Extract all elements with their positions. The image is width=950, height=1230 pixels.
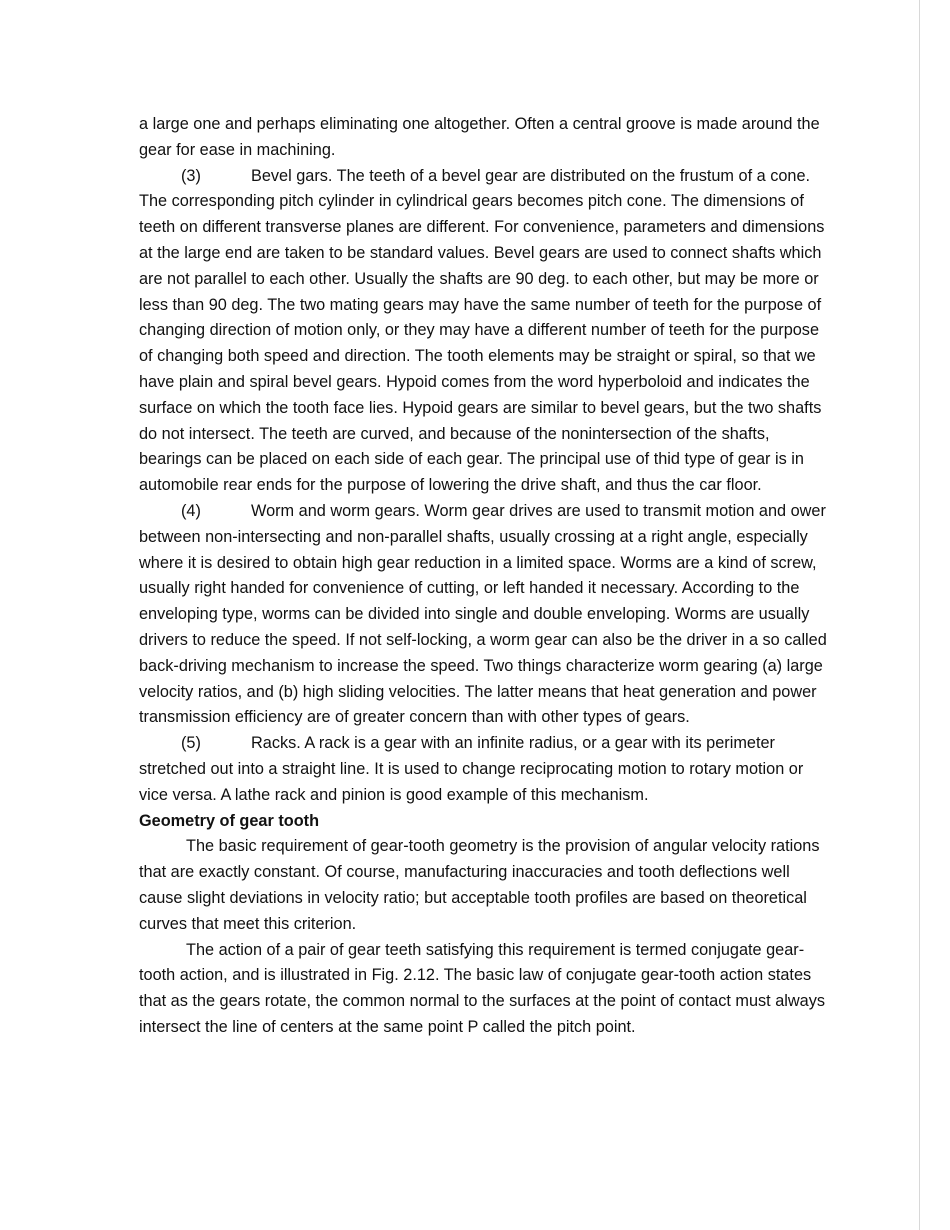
item-text: Bevel gars. The teeth of a bevel gear are distributed on the frustum of a cone. The corresponding pitch cylinder in cylindrical gears becomes pitch cone. The dimensions of teeth on different transverse planes are different. For convenience, parameters and dimensions at the large end are taken to be standard values. Bevel gears are used to connect shafts which are not parallel to each other. Usually the shafts are 90 deg. to each other, but may be more or less than 90 deg. The two mating gears may have the same number of teeth for the purpose of changing direction of motion only, or they may have a different number of teeth for the purpose of changing both speed and direction. The tooth elements may be straight or spiral, so that we have plain and spiral bevel gears. Hypoid comes from the word hyperboloid and indicates the surface on which the tooth face lies. Hypoid gears are similar to bevel gears, but the two shafts do not intersect. The teeth are curved, and because of the nonintersection of the shafts, bearings can be placed on each side of each gear. The principal use of thid type of gear is in automobile rear ends for the purpose of lowering the drive shaft, and thus the car floor. [139,166,825,495]
item-text: Worm and worm gears. Worm gear drives are used to transmit motion and ower between non-intersecting and non-parallel shafts, usually crossing at a right angle, especially where it is desired to obtain high gear reduction in a limited space. Worms are a kind of screw, usually right handed for convenience of cutting, or left handed it necessary. According to the enveloping type, worms can be divided into single and double enveloping. Worms are usually drivers to reduce the speed. If not self-locking, a worm gear can also be the driver in a so called back-driving mechanism to increase the speed. Two things characterize worm gearing (a) large velocity ratios, and (b) high sliding velocities. The latter means that heat generation and power transmission efficiency are of greater concern than with other types of gears. [139,501,827,727]
list-item-bevel-gears [139,164,833,499]
item-number: (5) [181,734,201,753]
paragraph-basic-requirement: The basic requirement of gear-tooth geometry is the provision of angular velocity rations that are exactly constant. Of course, manufacturing inaccuracies and tooth deflections well cause slight deviations in velocity ratio; but acceptable tooth profiles are based on theoretical curves that meet this criterion. [139,837,820,933]
list-item-racks [139,731,833,808]
body-text [139,112,833,1041]
paragraph-conjugate-action: The action of a pair of gear teeth satisfying this requirement is termed conjugate gear-tooth action, and is illustrated in Fig. 2.12. The basic law of conjugate gear-tooth action states that as the gears rotate, the common normal to the surfaces at the point of contact must always intersect the line of centers at the same point P called the pitch point. [139,940,825,1036]
item-text: Racks. A rack is a gear with an infinite radius, or a gear with its perimeter stretched out into a straight line. It is used to change reciprocating motion to rotary motion or vice versa. A lathe rack and pinion is good example of this mechanism. [139,734,804,804]
continuation-paragraph: a large one and perhaps eliminating one altogether. Often a central groove is made around the gear for ease in machining. [139,115,820,159]
section-heading: Geometry of gear tooth [139,811,320,830]
item-number: (3) [181,166,201,185]
item-number: (4) [181,501,201,520]
viewer-margin [921,0,950,1230]
list-item-worm-gears [139,499,833,731]
